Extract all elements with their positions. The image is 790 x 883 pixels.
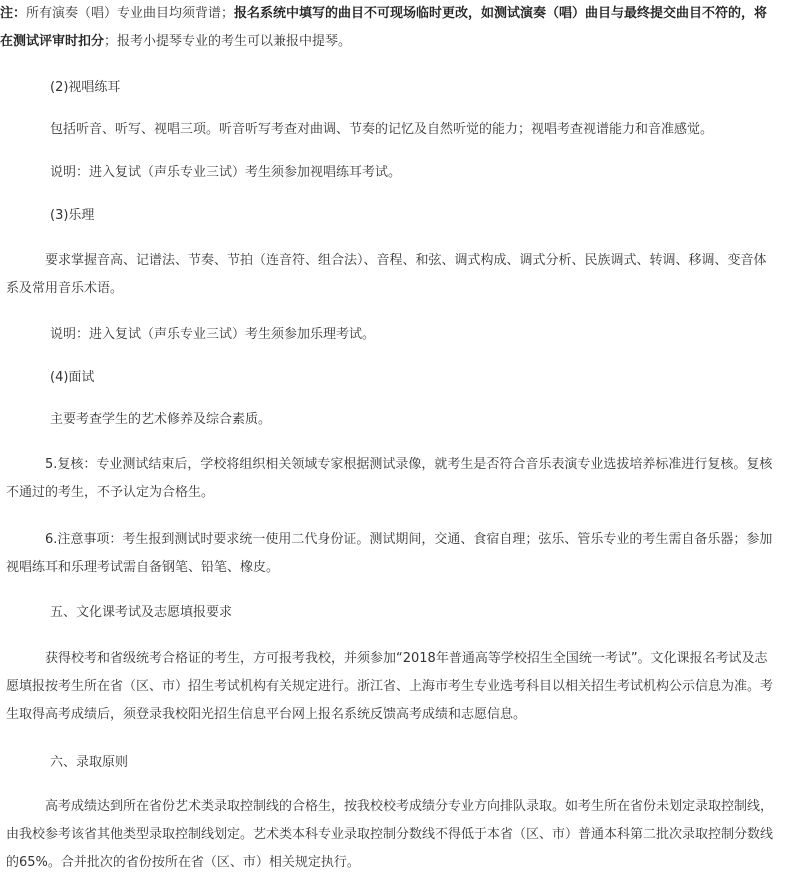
note-bold-part: 报名系统中填写的曲目不可现场临时更改，如测试演奏（唱）曲目与最终提交曲目不符的，将在测试评审时扣分 bbox=[0, 6, 768, 49]
section-3-note: 说明：进入复试（声乐专业三试）考生须参加乐理考试。 bbox=[50, 327, 376, 342]
section-2-note: 说明：进入复试（声乐专业三试）考生须参加视唱练耳考试。 bbox=[50, 165, 402, 180]
section-4-body: 主要考查学生的艺术修养及综合素质。 bbox=[50, 412, 272, 427]
item-5-review: 5.复核：专业测试结束后，学校将组织相关领域专家根据测试录像，就考生是否符合音乐表演专业选拔培养标准进行复核。复核不通过的考生，不予认定为合格生。 bbox=[6, 457, 773, 500]
section-5-body: 获得校考和省级统考合格证的考生，方可报考我校，并须参加“2018年普通高等学校招生全国统一考试”。文化课报名考试及志愿填报按考生所在省（区、市）招生考试机构有关规定进行。浙江省、上海市考生专业选考科目以相关招生考试机构公示信息为准。考生取得高考成绩后，须登录我校阳光招生信息平台网上报名系统反馈高考成绩和志愿信息。 bbox=[6, 651, 774, 722]
note-part1: 所有演奏（唱）专业曲目均须背谱； bbox=[26, 6, 235, 21]
section-4-heading: (4)面试 bbox=[50, 370, 95, 385]
item-6-notice: 6.注意事项：考生报到测试时要求统一使用二代身份证。测试期间，交通、食宿自理；弦乐、管乐专业的考生需自备乐器；参加视唱练耳和乐理考试需自备钢笔、铅笔、橡皮。 bbox=[6, 532, 773, 575]
section-3-heading: (3)乐理 bbox=[50, 208, 95, 223]
section-6-heading: 六、录取原则 bbox=[50, 755, 129, 770]
section-3-body: 要求掌握音高、记谱法、节奏、节拍（连音符、组合法）、音程、和弦、调式构成、调式分析、民族调式、转调、移调、变音体系及常用音乐术语。 bbox=[6, 253, 767, 296]
section-5-heading: 五、文化课考试及志愿填报要求 bbox=[50, 605, 233, 620]
section-2-body: 包括听音、听写、视唱三项。听音听写考查对曲调、节奏的记忆及自然听觉的能力；视唱考查视谱能力和音准感觉。 bbox=[50, 122, 714, 137]
note-part2: ；报考小提琴专业的考生可以兼报中提琴。 bbox=[104, 34, 352, 49]
section-2-heading: (2)视唱练耳 bbox=[50, 80, 121, 95]
note-paragraph bbox=[0, 0, 772, 56]
note-label: 注： bbox=[0, 6, 27, 21]
section-6-body: 高考成绩达到所在省份艺术类录取控制线的合格生，按我校校考成绩分专业方向排队录取。如考生所在省份未划定录取控制线，由我校参考该省其他类型录取控制线划定。艺术类本科专业录取控制分数线不得低于本省（区、市）普通本科第二批次录取控制分数线的65%。合并批次的省份按所在省（区、市）相关规定执行。 bbox=[6, 799, 774, 870]
